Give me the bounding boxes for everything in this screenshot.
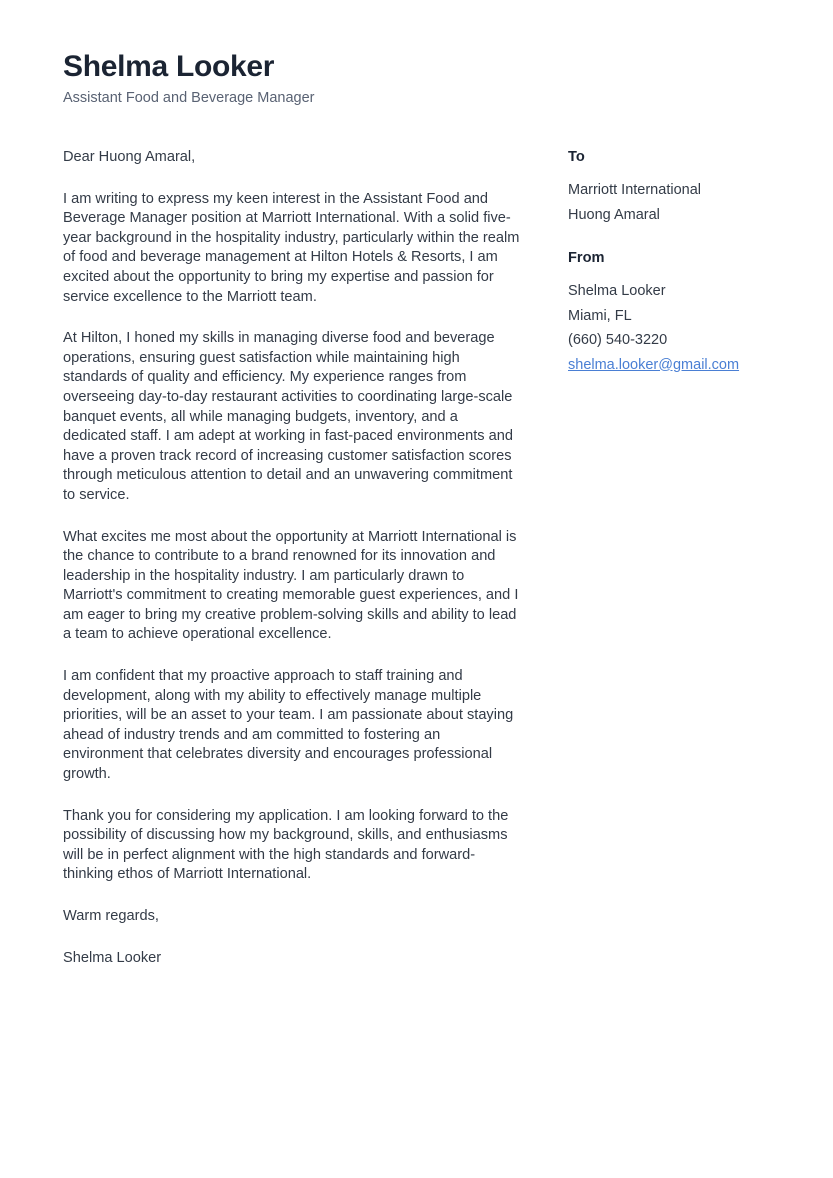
- letter-paragraph: What excites me most about the opportunity at Marriott International is the chance to contribute to a brand renowned for its innovation and leadership in the hospitality industry. I am particularly drawn to Marriott's commitment to creating memorable guest experiences, and I am eager to bring my creative problem-solving skills and ability to lead a team to achieve operational excellence.: [63, 528, 519, 643]
- letter-paragraph: I am confident that my proactive approach to staff training and development, along with my ability to effectively manage multiple priorities, will be an asset to your team. I am passionate about staying ahead of industry trends and am committed to fostering an environment that celebrates diversity and encourages professional growth.: [63, 668, 514, 783]
- sender-location: Miami, FL: [568, 307, 632, 324]
- sender-phone: (660) 540-3220: [568, 332, 668, 348]
- recipient-company: Marriott International: [568, 182, 701, 198]
- document-header: [63, 50, 663, 107]
- letter-paragraph: Thank you for considering my application. I am looking forward to the possibility of discussing how my background, skills, and enthusiasms will be in perfect alignment with the high standards and forward-thinking ethos of Marriott International.: [63, 807, 509, 883]
- from-heading: From: [568, 250, 605, 266]
- sender-name: Shelma Looker: [568, 283, 666, 299]
- recipient-name: Huong Amaral: [568, 206, 660, 223]
- applicant-name: Shelma Looker: [63, 50, 275, 83]
- letter-body: [63, 148, 521, 968]
- letter-paragraph: At Hilton, I honed my skills in managing diverse food and beverage operations, ensuring guest satisfaction while maintaining high standards of quality and efficiency. My experience ranges from overseeing day-to-day restaurant activities to coordinating large-scale banquet events, all while managing budgets, inventory, and a dedicated staff. I am adept at working in fast-paced environments and have a proven track record of increasing customer satisfaction scores through meticulous attention to detail and an unwavering commitment to service.: [63, 330, 513, 503]
- sender-email-link[interactable]: shelma.looker@gmail.com: [568, 356, 740, 373]
- letter-closing: Warm regards,: [63, 908, 159, 924]
- letter-paragraph: I am writing to express my keen interest in the Assistant Food and Beverage Manager position at Marriott International. With a solid five-year background in the hospitality industry, particularly within the realm of food and beverage management at Hilton Hotels & Resorts, I am excited about the opportunity to bring my expertise and passion for service excellence to the Marriott team.: [63, 190, 520, 305]
- letter-signature: Shelma Looker: [63, 949, 162, 966]
- letter-salutation: Dear Huong Amaral,: [63, 149, 196, 165]
- contact-sidebar: [568, 148, 793, 377]
- recipient-block: [568, 148, 793, 227]
- applicant-job-title: Assistant Food and Beverage Manager: [63, 89, 315, 106]
- sender-block: [568, 249, 793, 377]
- to-heading: To: [568, 149, 585, 165]
